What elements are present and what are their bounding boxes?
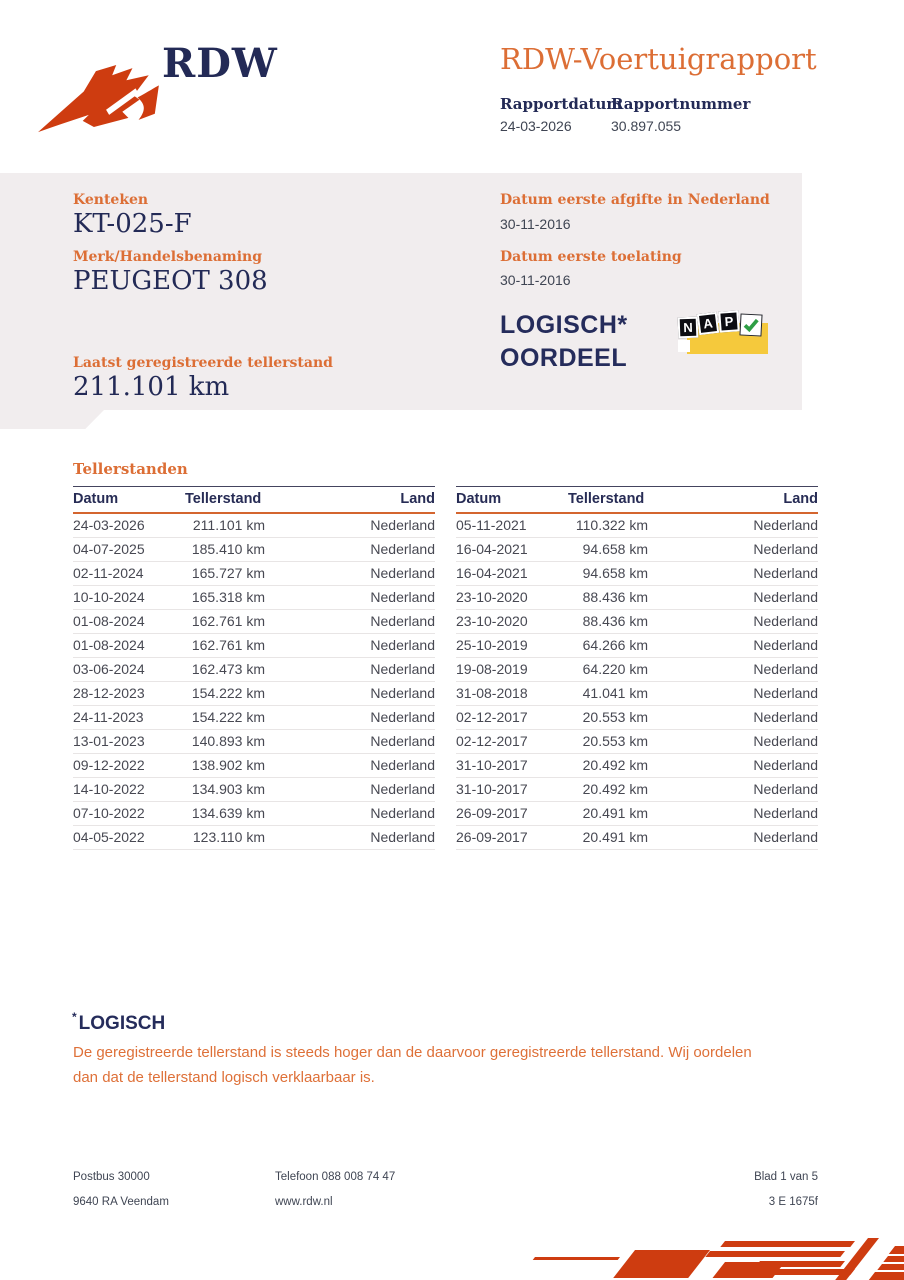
table-cell: 94.658 km: [568, 562, 648, 586]
table-cell: 154.222 km: [185, 682, 265, 706]
nap-logo: [678, 310, 768, 356]
table-cell: Nederland: [265, 538, 435, 562]
table-cell: Nederland: [648, 513, 818, 538]
table-row: [73, 754, 435, 778]
table-cell: 162.473 km: [185, 658, 265, 682]
table-cell: Nederland: [265, 513, 435, 538]
table-cell: Nederland: [648, 658, 818, 682]
table-cell: Nederland: [648, 610, 818, 634]
table-cell: 23-10-2020: [456, 610, 568, 634]
table-cell: 13-01-2023: [73, 730, 185, 754]
tellerstand-label: Laatst geregistreerde tellerstand: [73, 355, 333, 371]
column-header-tellerstand: Tellerstand: [185, 491, 262, 507]
footer-address-line1: Postbus 30000: [73, 1171, 150, 1183]
table-cell: Nederland: [265, 634, 435, 658]
table-cell: 31-10-2017: [456, 754, 568, 778]
table-cell: Nederland: [648, 586, 818, 610]
table-cell: 14-10-2022: [73, 778, 185, 802]
table-cell: 07-10-2022: [73, 802, 185, 826]
table-cell: 04-05-2022: [73, 826, 185, 850]
table-cell: Nederland: [265, 682, 435, 706]
table-cell: 23-10-2020: [456, 586, 568, 610]
footer-address: [73, 1171, 169, 1221]
table-cell: 110.322 km: [568, 513, 648, 538]
table-cell: 94.658 km: [568, 538, 648, 562]
footer-phone: Telefoon 088 008 74 47: [275, 1171, 396, 1183]
table-cell: 04-07-2025: [73, 538, 185, 562]
table-cell: 154.222 km: [185, 706, 265, 730]
merk-label: Merk/Handelsbenaming: [73, 249, 263, 265]
summary-box-corner-tab: [0, 410, 104, 429]
table-row: [73, 586, 435, 610]
asterisk-mark: *: [72, 1010, 77, 1024]
nap-letter-n: N: [678, 317, 699, 339]
table-row: [73, 610, 435, 634]
table-row: [456, 826, 818, 850]
table-cell: 01-08-2024: [73, 610, 185, 634]
vehicle-summary-box: [0, 173, 802, 410]
table-cell: Nederland: [265, 610, 435, 634]
table-cell: 24-03-2026: [73, 513, 185, 538]
table-cell: Nederland: [265, 778, 435, 802]
footer-contact: [275, 1171, 395, 1221]
table-row: [456, 754, 818, 778]
table-row: [73, 538, 435, 562]
table-cell: 123.110 km: [185, 826, 265, 850]
table-row: [73, 634, 435, 658]
logisch-note-title-text: LOGISCH: [78, 1013, 166, 1034]
oordeel-line1: LOGISCH*: [500, 311, 628, 339]
nap-white-square: [678, 340, 690, 352]
table-row: [73, 513, 435, 538]
oordeel-verdict: [500, 309, 628, 375]
tellerstand-value: 211.101 km: [73, 372, 230, 402]
logisch-note-title: [72, 1010, 165, 1035]
footer-website: www.rdw.nl: [275, 1196, 333, 1208]
report-date-label: Rapportdatum: [500, 95, 623, 113]
table-row: [456, 634, 818, 658]
rdw-stripes-graphic: [520, 1238, 904, 1280]
footer-address-line2: 9640 RA Veendam: [73, 1196, 169, 1208]
table-cell: 16-04-2021: [456, 538, 568, 562]
table-cell: Nederland: [265, 586, 435, 610]
odometer-table-right: [456, 486, 818, 850]
table-header-row: [456, 487, 818, 514]
report-number-value: 30.897.055: [611, 118, 682, 134]
table-cell: Nederland: [648, 778, 818, 802]
column-header-datum: Datum: [73, 491, 119, 507]
table-cell: Nederland: [265, 826, 435, 850]
toelating-value: 30-11-2016: [500, 272, 571, 288]
table-cell: 20.553 km: [568, 706, 648, 730]
oordeel-line2: OORDEEL: [500, 344, 628, 372]
table-row: [456, 778, 818, 802]
tellerstanden-title: Tellerstanden: [73, 460, 188, 478]
table-cell: 10-10-2024: [73, 586, 185, 610]
merk-value: PEUGEOT 308: [73, 266, 268, 296]
table-header-row: [73, 487, 435, 514]
footer-page-number: Blad 1 van 5: [754, 1171, 818, 1183]
table-cell: 02-11-2024: [73, 562, 185, 586]
table-cell: 211.101 km: [185, 513, 265, 538]
table-cell: 19-08-2019: [456, 658, 568, 682]
table-cell: 05-11-2021: [456, 513, 568, 538]
table-cell: Nederland: [265, 562, 435, 586]
table-cell: Nederland: [648, 730, 818, 754]
table-cell: Nederland: [265, 754, 435, 778]
kenteken-value: KT-025-F: [73, 209, 192, 239]
afgifte-label: Datum eerste afgifte in Nederland: [500, 192, 770, 208]
table-cell: 02-12-2017: [456, 730, 568, 754]
column-header-datum: Datum: [456, 491, 502, 507]
rdw-logo-text: RDW: [162, 40, 278, 87]
rdw-wing-icon: [35, 50, 167, 138]
column-header-land: Land: [400, 491, 435, 507]
table-row: [456, 610, 818, 634]
table-cell: 64.266 km: [568, 634, 648, 658]
table-cell: Nederland: [265, 706, 435, 730]
table-cell: 31-10-2017: [456, 778, 568, 802]
table-cell: 88.436 km: [568, 610, 648, 634]
table-cell: Nederland: [648, 706, 818, 730]
table-cell: 20.491 km: [568, 826, 648, 850]
table-row: [73, 706, 435, 730]
table-cell: 41.041 km: [568, 682, 648, 706]
table-row: [456, 802, 818, 826]
table-cell: 138.902 km: [185, 754, 265, 778]
toelating-label: Datum eerste toelating: [500, 249, 682, 265]
table-cell: Nederland: [648, 802, 818, 826]
table-cell: 24-11-2023: [73, 706, 185, 730]
table-row: [73, 730, 435, 754]
table-row: [456, 730, 818, 754]
table-row: [73, 658, 435, 682]
table-cell: 31-08-2018: [456, 682, 568, 706]
nap-checkmark-icon: [739, 313, 762, 336]
column-header-tellerstand: Tellerstand: [568, 491, 645, 507]
table-cell: 25-10-2019: [456, 634, 568, 658]
table-cell: Nederland: [265, 802, 435, 826]
table-cell: Nederland: [648, 634, 818, 658]
nap-letter-a: A: [697, 312, 719, 335]
table-cell: 88.436 km: [568, 586, 648, 610]
table-cell: Nederland: [648, 562, 818, 586]
table-row: [456, 586, 818, 610]
table-cell: 28-12-2023: [73, 682, 185, 706]
footer-page-info: [754, 1171, 818, 1221]
table-row: [456, 658, 818, 682]
table-row: [73, 562, 435, 586]
table-cell: 165.727 km: [185, 562, 265, 586]
table-cell: Nederland: [648, 826, 818, 850]
table-cell: Nederland: [265, 730, 435, 754]
table-cell: Nederland: [648, 754, 818, 778]
table-cell: 03-06-2024: [73, 658, 185, 682]
table-cell: 64.220 km: [568, 658, 648, 682]
table-cell: 16-04-2021: [456, 562, 568, 586]
report-date-value: 24-03-2026: [500, 118, 572, 134]
table-cell: 162.761 km: [185, 610, 265, 634]
table-cell: 20.553 km: [568, 730, 648, 754]
table-row: [73, 778, 435, 802]
table-row: [73, 826, 435, 850]
table-cell: 162.761 km: [185, 634, 265, 658]
table-cell: 26-09-2017: [456, 826, 568, 850]
table-row: [456, 682, 818, 706]
table-cell: 134.903 km: [185, 778, 265, 802]
page-title: RDW-Voertuigrapport: [500, 42, 817, 76]
table-cell: 185.410 km: [185, 538, 265, 562]
odometer-table-left: [73, 486, 435, 850]
afgifte-value: 30-11-2016: [500, 216, 571, 232]
column-header-land: Land: [783, 491, 818, 507]
table-cell: 140.893 km: [185, 730, 265, 754]
table-cell: 26-09-2017: [456, 802, 568, 826]
table-row: [456, 562, 818, 586]
table-row: [456, 706, 818, 730]
table-cell: 01-08-2024: [73, 634, 185, 658]
table-cell: Nederland: [648, 538, 818, 562]
footer-form-code: 3 E 1675f: [768, 1196, 818, 1208]
table-cell: 134.639 km: [185, 802, 265, 826]
table-cell: 02-12-2017: [456, 706, 568, 730]
table-cell: 20.492 km: [568, 754, 648, 778]
table-cell: 09-12-2022: [73, 754, 185, 778]
table-row: [456, 513, 818, 538]
table-row: [456, 538, 818, 562]
table-cell: Nederland: [648, 682, 818, 706]
table-cell: Nederland: [265, 658, 435, 682]
nap-letter-p: P: [718, 310, 739, 332]
table-cell: 165.318 km: [185, 586, 265, 610]
table-cell: 20.491 km: [568, 802, 648, 826]
table-row: [73, 682, 435, 706]
odometer-tables: [73, 486, 818, 850]
table-cell: 20.492 km: [568, 778, 648, 802]
report-number-label: Rapportnummer: [611, 95, 751, 113]
kenteken-label: Kenteken: [73, 192, 149, 208]
table-row: [73, 802, 435, 826]
logisch-note-text: De geregistreerde tellerstand is steeds hoger dan de daarvoor geregistreerde tellerstand. Wij oordelen dan dat de tellerstand logisch verklaarbaar is.: [73, 1044, 752, 1086]
